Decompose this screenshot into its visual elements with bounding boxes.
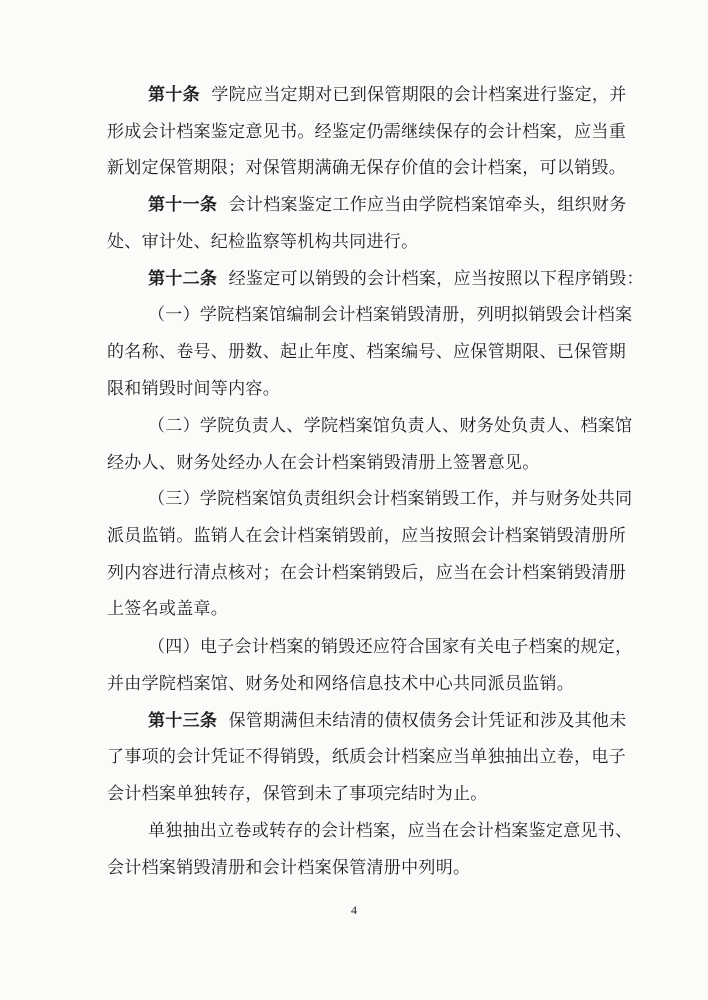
article-11-line-1: [148, 194, 627, 216]
article-12-title: 第十二条: [148, 269, 218, 289]
article-13-line-2: 了事项的会计凭证不得销毁，纸质会计档案应当单独抽出立卷，电子: [107, 747, 626, 767]
item-4-line-1: （四）电子会计档案的销毁还应符合国家有关电子档案的规定，: [148, 637, 633, 657]
item-2-line-2: 经办人、财务处经办人在会计档案销毁清册上签署意见。: [107, 453, 540, 473]
item-3-line-4: 上签名或盖章。: [107, 599, 229, 619]
article-10-text: 学院应当定期对已到保管期限的会计档案进行鉴定，并: [211, 85, 627, 105]
article-13-para2-line-1: 单独抽出立卷或转存的会计档案，应当在会计档案鉴定意见书、: [148, 821, 633, 841]
item-3-line-1: （三）学院档案馆负责组织会计档案销毁工作，并与财务处共同: [148, 489, 633, 509]
item-1-line-2: 的名称、卷号、册数、起止年度、档案编号、应保管期限、已保管期: [107, 342, 626, 362]
item-3-line-3: 列内容进行清点核对；在会计档案销毁后，应当在会计档案销毁清册: [107, 563, 626, 583]
article-13-para2-line-2: 会计档案销毁清册和会计档案保管清册中列明。: [107, 858, 471, 878]
page-number: 4: [351, 903, 357, 917]
article-13-line-1: [148, 710, 627, 732]
article-10-line-2: 形成会计档案鉴定意见书。经鉴定仍需继续保存的会计档案，应当重: [107, 122, 626, 142]
article-13-title: 第十三条: [148, 711, 218, 731]
article-11-line-2: 处、审计处、纪检监察等机构共同进行。: [107, 232, 419, 252]
item-1-line-1: （一）学院档案馆编制会计档案销毁清册，列明拟销毁会计档案: [148, 305, 633, 325]
item-3-line-2: 派员监销。监销人在会计档案销毁前，应当按照会计档案销毁清册所: [107, 526, 626, 546]
article-11-text: 会计档案鉴定工作应当由学院档案馆牵头，组织财务: [228, 195, 627, 215]
item-2-line-1: （二）学院负责人、学院档案馆负责人、财务处负责人、档案馆: [148, 416, 633, 436]
article-12-line-1: [148, 268, 644, 290]
item-4-line-2: 并由学院档案馆、财务处和网络信息技术中心共同派员监销。: [107, 674, 575, 694]
article-10-line-1: [148, 84, 627, 106]
article-13-text: 保管期满但未结清的债权债务会计凭证和涉及其他未: [228, 711, 627, 731]
item-1-line-3: 限和销毁时间等内容。: [107, 379, 280, 399]
article-11-title: 第十一条: [148, 195, 218, 215]
article-10-line-3: 新划定保管期限；对保管期满确无保存价值的会计档案，可以销毁。: [107, 158, 626, 178]
article-12-text: 经鉴定可以销毁的会计档案，应当按照以下程序销毁：: [228, 269, 644, 289]
article-13-line-3: 会计档案单独转存，保管到未了事项完结时为止。: [107, 784, 488, 804]
article-10-title: 第十条: [148, 85, 200, 105]
